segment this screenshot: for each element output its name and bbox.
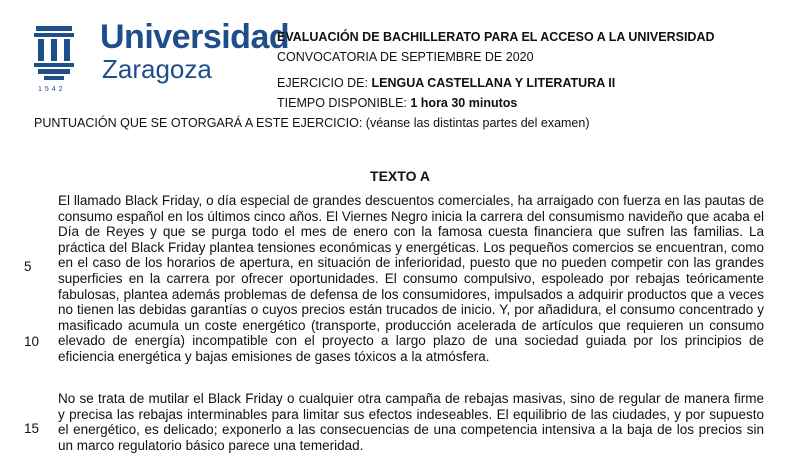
logo-name-line2: Zaragoza [102, 54, 212, 84]
scoring-note: PUNTUACIÓN QUE SE OTORGARÁ A ESTE EJERCICIO: (véanse las distintas partes del examen) [34, 116, 590, 130]
paragraph-1: El llamado Black Friday, o día especial de grandes descuentos comerciales, ha arraigado con fuerza en las pautas de consumo español en los últimos cinco años. El Viernes Negro inicia la carrera del consumismo navideño que acaba el Día de Reyes y que se purga todo el mes de enero con la famosa cuesta financiera que sufren las familias. La práctica del Black Friday plantea tensiones económicas y energéticas. Los pequeños comercios se encuentran, como en el caso de los horarios de apertura, en situación de inferioridad, puesto que no pueden competir con las grandes superficies en la carrera por ofrecer oportunidades. El consumo compulsivo, espoleado por rebajas teóricamente fabulosas, plantea además problemas de defensa de los consumidores, impulsados a adquirir productos que a veces no tienen las debidas garantías o cuyos precios están trucados de inicio. Y, por añadidura, el consumo concentrado y masificado acumula un coste energético (transporte, producción acelerada de artículos que requieren un consumo elevado de energía) incompatible con el proyecto a largo plazo de una sociedad guiada por los principios de eficiencia energética y bajas emisiones de gases tóxicos a la atmósfera. [58, 193, 764, 364]
exam-convocatoria: CONVOCATORIA DE SEPTIEMBRE DE 2020 [277, 50, 534, 64]
text-title: TEXTO A [370, 168, 430, 184]
exam-title: EVALUACIÓN DE BACHILLERATO PARA EL ACCESO A LA UNIVERSIDAD [277, 30, 715, 44]
line-number-5: 5 [24, 259, 32, 274]
exam-time [277, 94, 787, 112]
logo-year: 1542 [38, 86, 66, 93]
line-number-10: 10 [24, 334, 40, 349]
university-logo [32, 18, 290, 98]
exam-header [277, 28, 787, 112]
exam-time-value: 1 hora 30 minutos [410, 96, 518, 110]
paragraph-2: No se trata de mutilar el Black Friday o cualquier otra campaña de rebajas masivas, sino de regular de manera firme y precisa las rebajas interminables para limitar sus efectos indeseables. El equilibrio de las ciudades, y por supuesto el energético, es delicado; exponerlo a las consecuencias de una competencia intensiva a la baja de los precios sin un marco regulatorio básico parece una temeridad. [58, 391, 764, 453]
exam-time-label: TIEMPO DISPONIBLE: [277, 96, 411, 110]
logo-name-line1: Universidad [100, 18, 290, 56]
exam-subject [277, 74, 787, 92]
exam-subject-label: EJERCICIO DE: [277, 76, 372, 90]
exam-subject-value: LENGUA CASTELLANA Y LITERATURA II [371, 76, 616, 90]
line-number-15: 15 [24, 421, 40, 436]
